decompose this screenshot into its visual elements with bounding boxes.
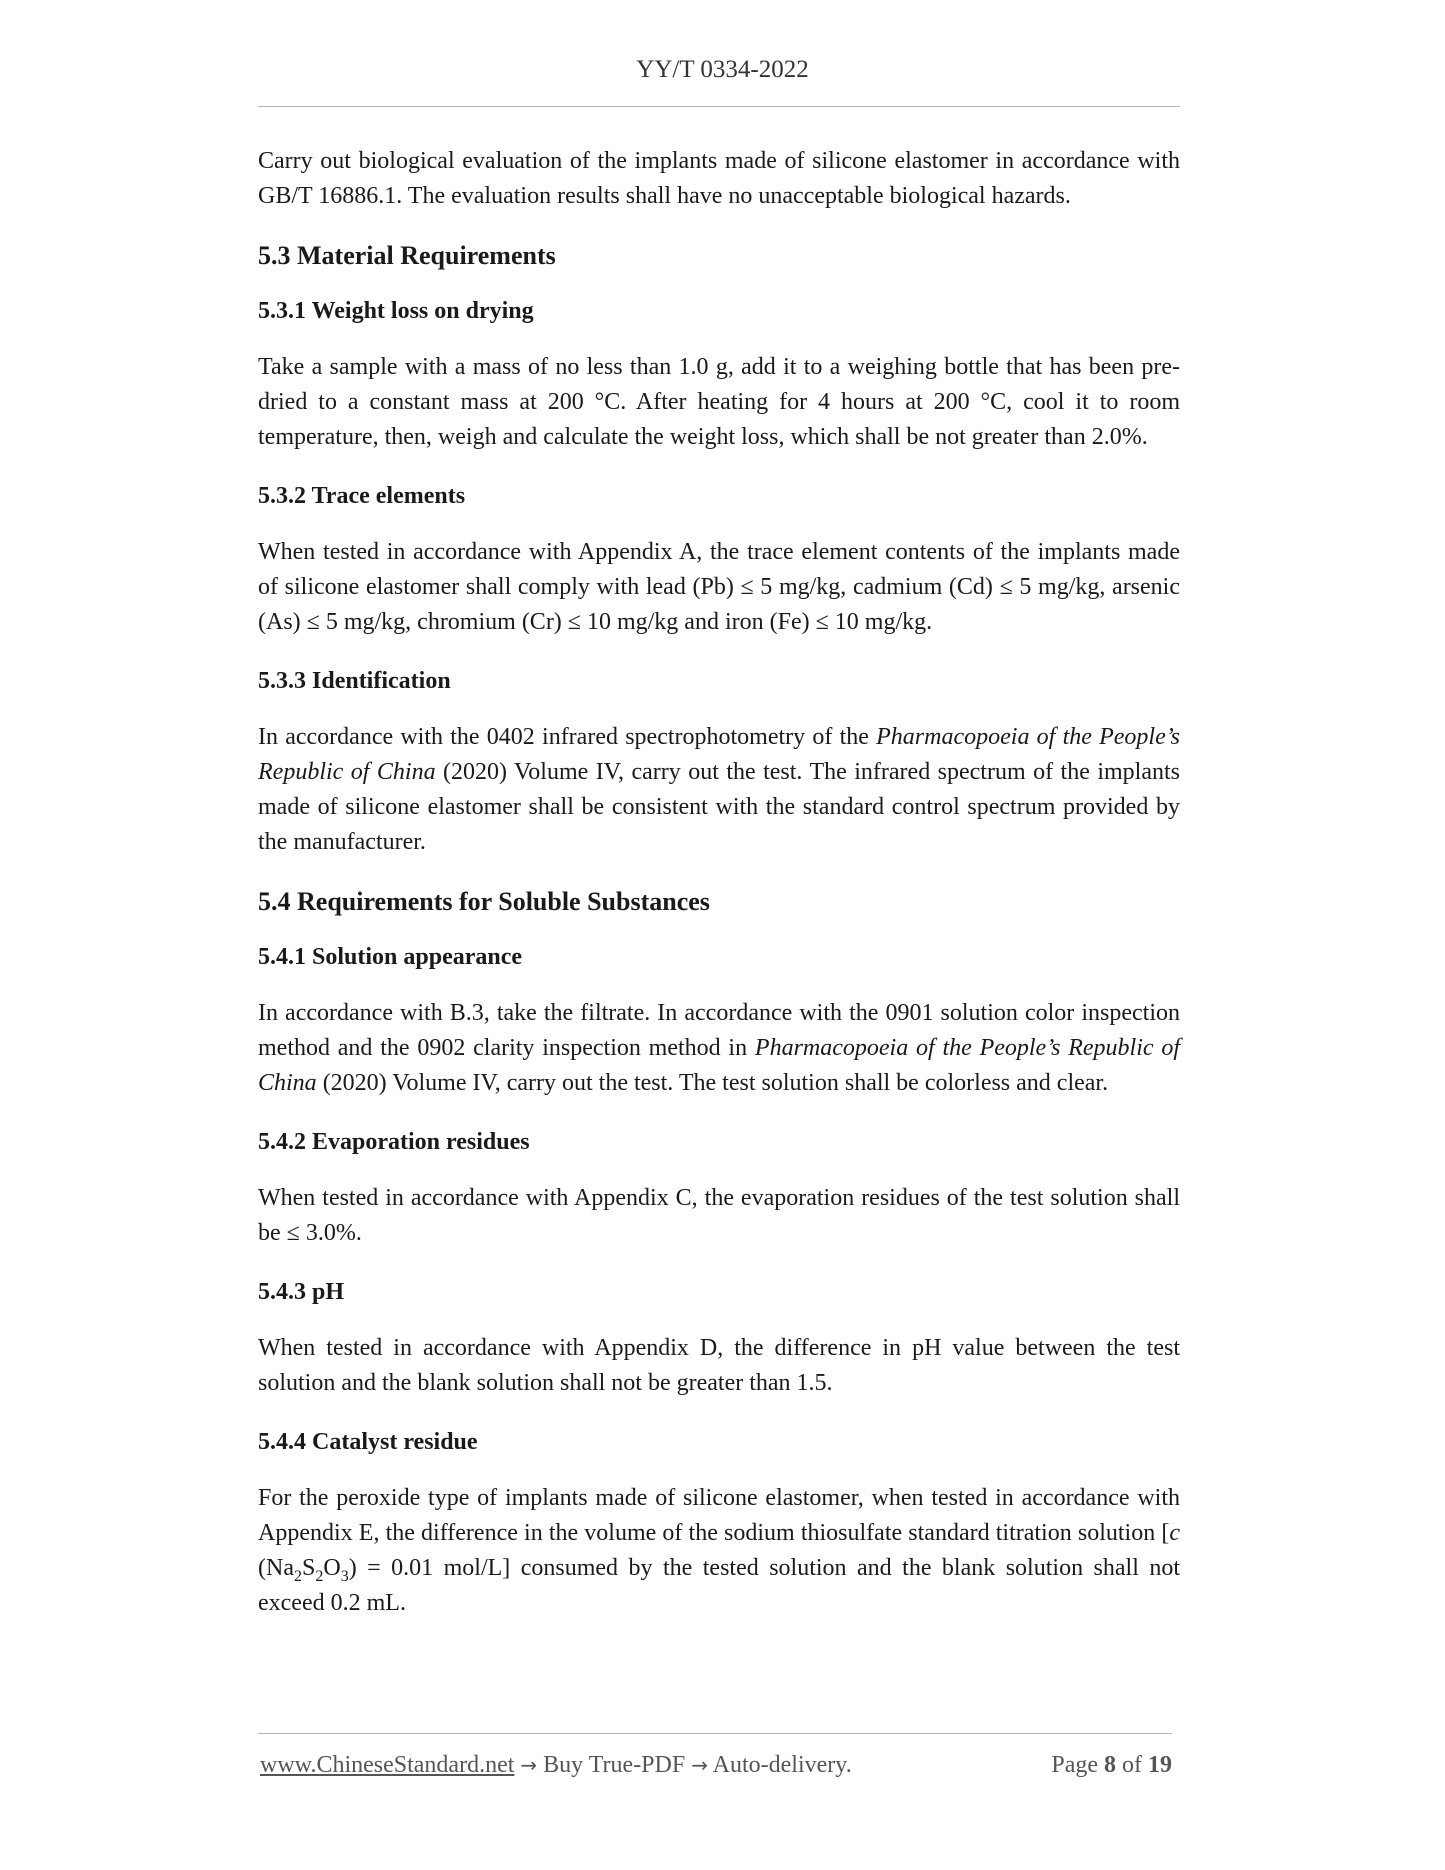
concentration-symbol: c [1169,1520,1180,1546]
pharmacopoeia-title: Pharmacopoeia of the People’s Republic of China [258,1035,1180,1096]
text-run: S [301,1555,316,1581]
section-5-4-3-heading: 5.4.3 pH [258,1279,345,1305]
page-footer [258,1752,1172,1786]
section-5-4-1-heading: 5.4.1 Solution appearance [258,944,523,970]
section-5-3-1-text: Take a sample with a mass of no less than 1.0 g, add it to a weighing bottle that has been pre-dried to a constant mass at 200 °C. After heating for 4 hours at 200 °C, cool it to room temperature, then, weigh and calculate the weight loss, which shall be not greater than 2.0%. [258,354,1180,450]
text-run: ) = 0.01 mol/L] consumed by the tested solution and the blank solution shall not exceed 0.2 mL. [258,1555,1180,1616]
header-divider [258,106,1180,107]
text-run: O [323,1555,341,1581]
section-5-3-2-text: When tested in accordance with Appendix A, the trace element contents of the implants made of silicone elastomer shall comply with lead (Pb) ≤ 5 mg/kg, cadmium (Cd) ≤ 5 mg/kg, arsenic (As) ≤ 5 mg/kg, chromium (Cr) ≤ 10 mg/kg and iron (Fe) ≤ 10 mg/kg. [258,539,1180,635]
text-run: (2020) Volume IV, carry out the test. The infrared spectrum of the implants made of silicone elastomer shall be consistent with the standard control spectrum provided by the manufacturer. [258,759,1180,855]
text-run: For the peroxide type of implants made of silicone elastomer, when tested in accordance with Appendix E, the difference in the volume of the sodium thiosulfate standard titration solution [ [258,1485,1180,1546]
site-link[interactable]: www.ChineseStandard.net [260,1752,515,1778]
total-pages: 19 [1148,1752,1172,1778]
section-5-4-3-text: When tested in accordance with Appendix D, the difference in pH value between the test solution and the blank solution shall not be greater than 1.5. [258,1335,1180,1396]
section-5-4-4-text [258,1481,1180,1621]
section-5-4-1-text [258,996,1180,1101]
buy-pdf-text: Buy True-PDF [537,1752,692,1778]
text-run: In accordance with the 0402 infrared spectrophotometry of the [258,724,877,750]
footer-divider [258,1733,1172,1734]
page-content [258,144,1180,1645]
subscript: 3 [340,1567,349,1585]
current-page: 8 [1104,1752,1116,1778]
arrow-right-icon: → [520,1753,538,1777]
text-run: (Na [258,1555,294,1581]
of-label: of [1122,1752,1142,1778]
section-5-3-heading: 5.3 Material Requirements [258,241,556,270]
section-5-4-2-text: When tested in accordance with Appendix C, the evaporation residues of the test solution shall be ≤ 3.0%. [258,1185,1180,1246]
subscript: 2 [293,1567,302,1585]
pharmacopoeia-title: Pharmacopoeia of the People’s Republic of China [258,724,1180,785]
text-run: In accordance with B.3, take the filtrate. In accordance with the 0901 solution color inspection method and the 0902 clarity inspection method in [258,1000,1180,1061]
section-5-4-2-heading: 5.4.2 Evaporation residues [258,1129,530,1155]
auto-delivery-text: Auto-delivery. [707,1752,852,1778]
section-5-4-heading: 5.4 Requirements for Soluble Substances [258,887,710,916]
section-5-3-3-text [258,720,1180,860]
page-number [1051,1752,1172,1779]
page-label: Page [1051,1752,1098,1778]
document-code-header: YY/T 0334-2022 [636,56,809,83]
intro-paragraph: Carry out biological evaluation of the implants made of silicone elastomer in accordance with GB/T 16886.1. The evaluation results shall have no unacceptable biological hazards. [258,148,1180,209]
text-run: (2020) Volume IV, carry out the test. The test solution shall be colorless and clear. [316,1070,1109,1096]
footer-promo [260,1752,852,1779]
arrow-right-icon: → [691,1753,708,1777]
section-5-3-1-heading: 5.3.1 Weight loss on drying [258,298,534,324]
section-5-4-4-heading: 5.4.4 Catalyst residue [258,1429,478,1455]
section-5-3-3-heading: 5.3.3 Identification [258,668,451,694]
subscript: 2 [315,1567,324,1585]
section-5-3-2-heading: 5.3.2 Trace elements [258,483,466,509]
